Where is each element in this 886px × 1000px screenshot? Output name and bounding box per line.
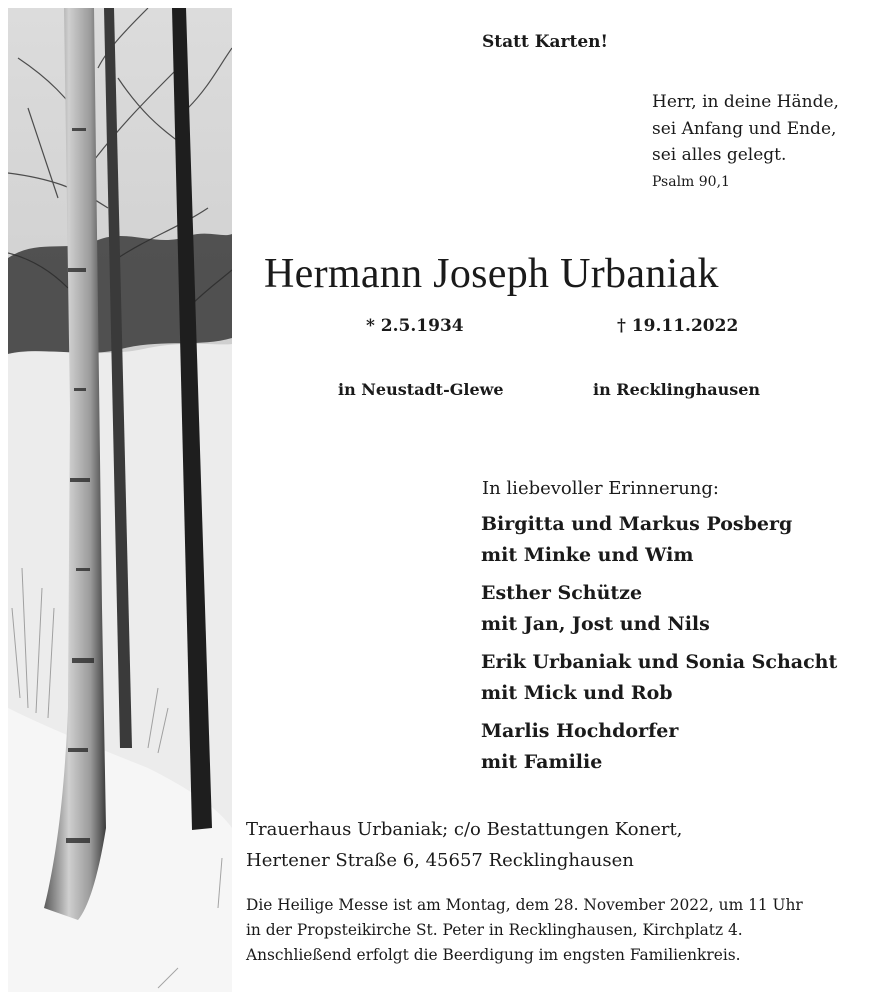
deceased-name: Hermann Joseph Urbaniak	[264, 251, 719, 297]
mourner-group	[481, 509, 837, 571]
psalm-reference: Psalm 90,1	[652, 173, 730, 190]
mourner-family: mit Mick und Rob	[481, 682, 673, 704]
trauerhaus-line: Trauerhaus Urbaniak; c/o Bestattungen Konert,	[246, 819, 683, 840]
winter-trees-photo	[8, 8, 232, 992]
birth-date: * 2.5.1934	[366, 316, 464, 336]
mourner-name: Esther Schütze	[481, 582, 643, 604]
mourner-family: mit Jan, Jost und Nils	[481, 613, 710, 635]
mourner-group	[481, 578, 837, 640]
trauerhaus-address	[246, 814, 682, 876]
service-line: Anschließend erfolgt die Beerdigung im engsten Familienkreis.	[246, 946, 741, 964]
mourner-group	[481, 647, 837, 709]
psalm-verse	[652, 89, 839, 195]
mourner-family: mit Minke und Wim	[481, 544, 694, 566]
service-line: in der Propsteikirche St. Peter in Recklinghausen, Kirchplatz 4.	[246, 921, 743, 939]
birth-place: in Neustadt-Glewe	[338, 380, 504, 399]
mourner-group	[481, 716, 837, 778]
service-line: Die Heilige Messe ist am Montag, dem 28. November 2022, um 11 Uhr	[246, 896, 803, 914]
mourner-name: Marlis Hochdorfer	[481, 720, 679, 742]
mourner-family: mit Familie	[481, 751, 603, 773]
mourner-name: Erik Urbaniak und Sonia Schacht	[481, 651, 838, 673]
trauerhaus-line: Hertener Straße 6, 45657 Recklinghausen	[246, 850, 634, 871]
mourners-intro: In liebevoller Erinnerung:	[482, 478, 719, 499]
psalm-line: sei alles gelegt.	[652, 145, 787, 165]
death-place: in Recklinghausen	[593, 380, 761, 399]
psalm-line: sei Anfang und Ende,	[652, 118, 837, 139]
mourners-list	[481, 509, 837, 785]
death-date: † 19.11.2022	[617, 316, 739, 336]
psalm-line: Herr, in deine Hände,	[652, 92, 839, 112]
mourner-name: Birgitta und Markus Posberg	[481, 513, 793, 535]
service-details	[246, 893, 803, 968]
statt-karten-heading: Statt Karten!	[482, 32, 609, 52]
